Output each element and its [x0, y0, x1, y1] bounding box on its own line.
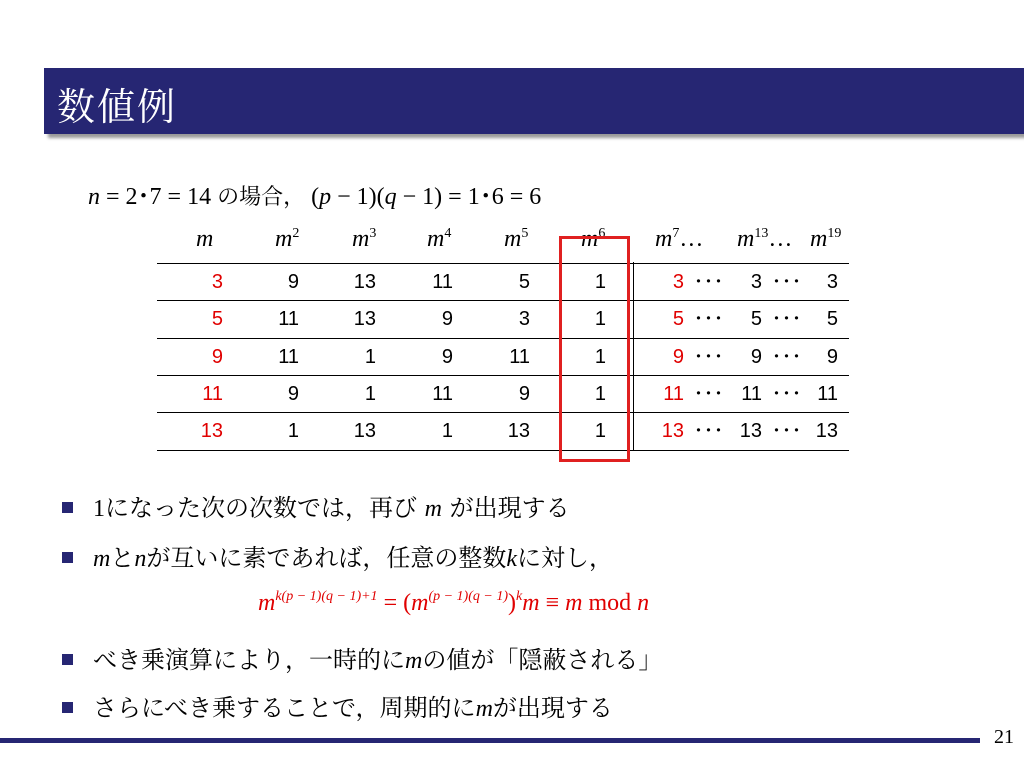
- table-cell: 11: [278, 346, 299, 368]
- bullet-var: m: [93, 546, 111, 572]
- formula-part: 6 = 6: [491, 184, 542, 210]
- eq-part: mod: [582, 590, 638, 616]
- bullet-square-icon: [62, 702, 73, 713]
- row-ellipsis: ･･･: [694, 421, 724, 441]
- bullet-text: べき乗演算により，一時的に: [93, 646, 405, 674]
- bullet-item-4: [62, 688, 613, 723]
- table-line: [157, 450, 849, 451]
- header-m3: $m^3$: [352, 226, 377, 252]
- bullet-item-2: [62, 538, 613, 573]
- table-divider: [633, 262, 634, 450]
- header-m1: m: [196, 226, 214, 252]
- q-variable: q: [384, 184, 397, 210]
- bullet-text: に対し，: [517, 544, 613, 572]
- table-cell: 1: [594, 308, 606, 330]
- eq-exp: k: [515, 589, 523, 604]
- formula-dot: ･: [479, 182, 492, 210]
- row-ellipsis: ･･･: [694, 309, 724, 329]
- formula-japanese: の場合，: [217, 185, 306, 210]
- header-m5: $m^5$: [504, 226, 529, 252]
- table-line: [157, 412, 849, 413]
- footer-line: [0, 738, 980, 743]
- table-cell: 9: [211, 346, 223, 368]
- title-bar: [44, 68, 1024, 134]
- header-m19: $m^{19}$: [810, 226, 842, 252]
- table-cell: 13: [353, 308, 376, 330]
- table-cell: 13: [200, 420, 223, 442]
- eq-part: = (: [377, 590, 412, 616]
- table-cell: 9: [750, 346, 762, 368]
- bullet-square-icon: [62, 552, 73, 563]
- formula-part: 7 = 14: [149, 184, 218, 210]
- table-cell: 13: [353, 271, 376, 293]
- bullet-var: m: [424, 496, 442, 522]
- table-line: [157, 338, 849, 339]
- table-cell: 3: [826, 271, 838, 293]
- table-cell: 13: [353, 420, 376, 442]
- table-line: [157, 300, 849, 301]
- eq-part: ≡: [539, 590, 566, 616]
- table-cell: 9: [287, 383, 299, 405]
- table-cell: 9: [518, 383, 530, 405]
- table-line: [157, 375, 849, 376]
- bullet-item-3: [62, 640, 662, 675]
- case-formula: [88, 176, 541, 211]
- table-cell: 1: [594, 346, 606, 368]
- eq-part: n: [637, 590, 650, 616]
- table-cell: 9: [287, 271, 299, 293]
- bullet-var: m: [405, 648, 423, 674]
- euler-equation: [258, 590, 649, 617]
- eq-part: m: [565, 590, 583, 616]
- table-cell: 5: [211, 308, 223, 330]
- header-m7: $m^7\dots$: [655, 226, 704, 252]
- bullet-text: の値が「隠蔽される」: [422, 646, 663, 674]
- table-cell: 1: [364, 383, 376, 405]
- table-cell: 3: [518, 308, 530, 330]
- table-cell: 3: [750, 271, 762, 293]
- row-ellipsis: ･･･: [694, 384, 724, 404]
- table-cell: 9: [441, 346, 453, 368]
- table-cell: 3: [672, 271, 684, 293]
- bullet-text: になった次の次数では，再び: [105, 494, 425, 522]
- table-cell: 5: [750, 308, 762, 330]
- bullet-text: 1: [93, 496, 105, 522]
- eq-part: ): [507, 590, 516, 616]
- formula-part: − 1)(: [331, 184, 385, 210]
- table-cell: 11: [509, 346, 530, 368]
- bullet-text: が出現する: [492, 694, 613, 722]
- eq-part: m: [522, 590, 540, 616]
- bullet-text: さらにべき乗することで，周期的に: [93, 694, 476, 722]
- formula-part: (: [305, 184, 320, 210]
- table-cell: 11: [202, 383, 223, 405]
- header-m13: $m^{13}\dots$: [737, 226, 793, 252]
- formula-part: = 2: [100, 184, 138, 210]
- eq-part: m: [258, 590, 276, 616]
- table-cell: 9: [441, 308, 453, 330]
- table-cell: 1: [594, 420, 606, 442]
- n-variable: n: [88, 184, 100, 210]
- table-cell: 1: [594, 271, 606, 293]
- eq-exp: (p − 1)(q − 1): [428, 589, 508, 604]
- bullet-var: m: [475, 696, 493, 722]
- table-cell: 9: [826, 346, 838, 368]
- row-ellipsis: ･･･: [772, 309, 802, 329]
- row-ellipsis: ･･･: [694, 272, 724, 292]
- row-ellipsis: ･･･: [772, 347, 802, 367]
- bullet-text: と: [110, 544, 135, 572]
- table-cell: 13: [739, 420, 762, 442]
- header-ellipsis: …: [679, 226, 704, 252]
- bullet-var: k: [506, 546, 517, 572]
- table-cell: 1: [287, 420, 299, 442]
- row-ellipsis: ･･･: [772, 384, 802, 404]
- bullet-var: n: [134, 546, 147, 572]
- bullet-text: が出現する: [441, 494, 570, 522]
- header-m6: $m^6$: [581, 226, 606, 252]
- bullet-square-icon: [62, 654, 73, 665]
- p-variable: p: [319, 184, 332, 210]
- table-cell: 11: [432, 271, 453, 293]
- formula-dot: ･: [137, 182, 150, 210]
- row-ellipsis: ･･･: [694, 347, 724, 367]
- table-cell: 11: [817, 383, 838, 405]
- table-cell: 5: [518, 271, 530, 293]
- table-cell: 1: [594, 383, 606, 405]
- header-m2: $m^2$: [275, 226, 300, 252]
- table-cell: 13: [661, 420, 684, 442]
- header-m4: $m^4$: [427, 226, 452, 252]
- bullet-square-icon: [62, 502, 73, 513]
- table-cell: 1: [441, 420, 453, 442]
- table-cell: 5: [826, 308, 838, 330]
- formula-part: − 1) = 1: [396, 184, 480, 210]
- table-cell: 5: [672, 308, 684, 330]
- eq-exp: k(p − 1)(q − 1)+1: [275, 589, 378, 604]
- eq-part: m: [411, 590, 429, 616]
- bullet-text: が互いに素であれば，任意の整数: [146, 544, 507, 572]
- table-cell: 13: [507, 420, 530, 442]
- table-cell: 3: [211, 271, 223, 293]
- bullet-item-1: [62, 488, 570, 523]
- page-number: 21: [994, 726, 1014, 748]
- table-cell: 13: [815, 420, 838, 442]
- table-line: [157, 263, 849, 264]
- table-cell: 1: [364, 346, 376, 368]
- table-cell: 11: [278, 308, 299, 330]
- table-cell: 11: [663, 383, 684, 405]
- slide-title: 数値例: [57, 85, 178, 129]
- table-cell: 11: [741, 383, 762, 405]
- row-ellipsis: ･･･: [772, 272, 802, 292]
- header-ellipsis: …: [768, 226, 793, 252]
- table-cell: 11: [432, 383, 453, 405]
- table-cell: 9: [672, 346, 684, 368]
- row-ellipsis: ･･･: [772, 421, 802, 441]
